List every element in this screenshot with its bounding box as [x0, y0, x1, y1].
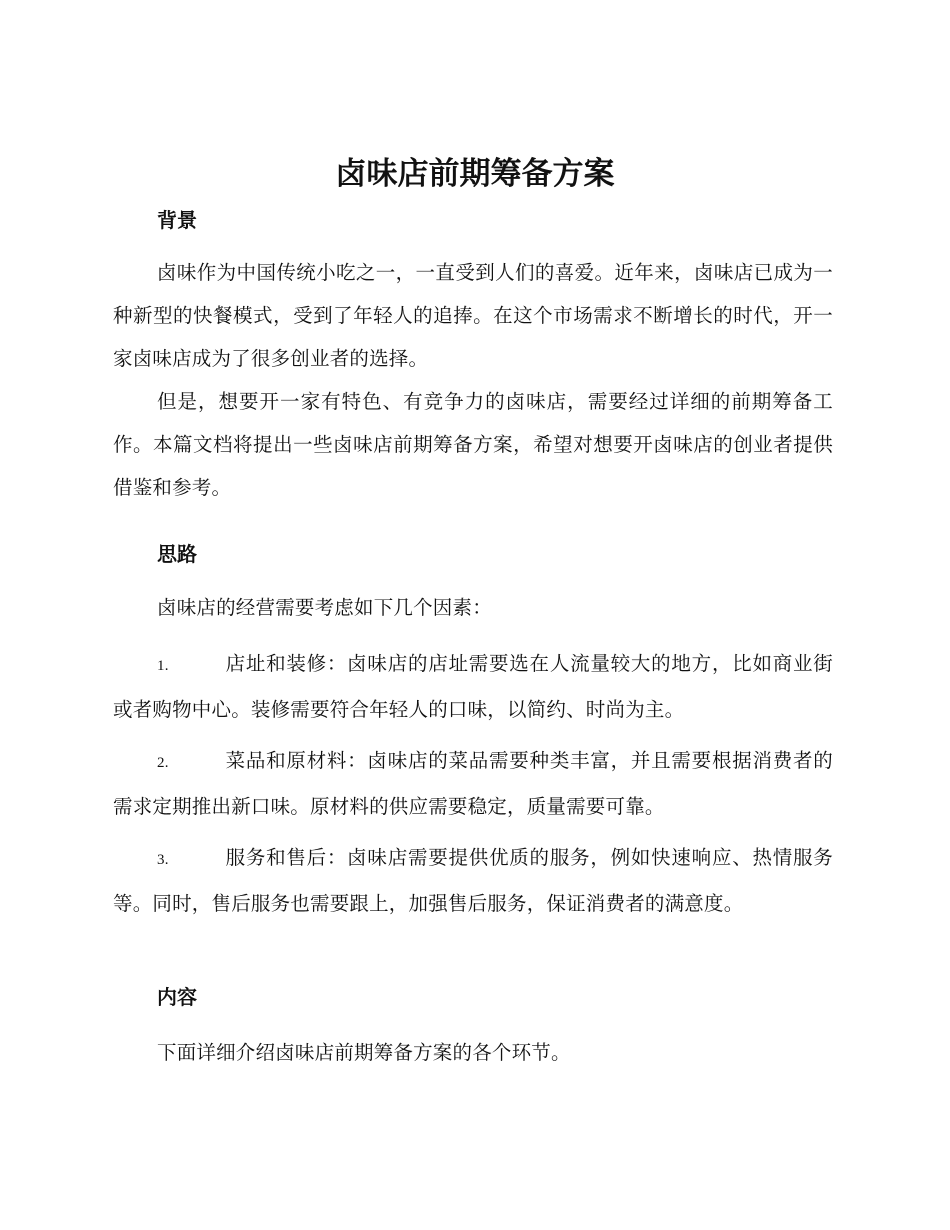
list-item-number: 3. — [157, 852, 169, 868]
list-item — [113, 642, 833, 731]
section-heading-approach: 思路 — [157, 542, 197, 566]
list-item — [113, 739, 833, 828]
background-paragraph-1: 卤味作为中国传统小吃之一，一直受到人们的喜爱。近年来，卤味店已成为一种新型的快餐模式，受到了年轻人的追捧。在这个市场需求不断增长的时代，开一家卤味店成为了很多创业者的选择。 — [113, 261, 833, 370]
list-item-text: 菜品和原材料：卤味店的菜品需要种类丰富，并且需要根据消费者的需求定期推出新口味。原材料的供应需要稳定，质量需要可靠。 — [113, 749, 833, 818]
list-item-text: 服务和售后：卤味店需要提供优质的服务，例如快速响应、热情服务等。同时，售后服务也需要跟上，加强售后服务，保证消费者的满意度。 — [113, 846, 833, 915]
approach-intro: 卤味店的经营需要考虑如下几个因素： — [157, 596, 492, 619]
section-heading-background: 背景 — [157, 208, 197, 232]
list-item — [113, 836, 833, 925]
background-paragraph-2: 但是，想要开一家有特色、有竞争力的卤味店，需要经过详细的前期筹备工作。本篇文档将提出一些卤味店前期筹备方案，希望对想要开卤味店的创业者提供借鉴和参考。 — [113, 390, 833, 499]
list-item-number: 2. — [157, 755, 169, 771]
content-intro: 下面详细介绍卤味店前期筹备方案的各个环节。 — [157, 1041, 571, 1064]
section-heading-content: 内容 — [157, 985, 197, 1009]
list-item-number: 1. — [157, 658, 169, 674]
list-item-text: 店址和装修：卤味店的店址需要选在人流量较大的地方，比如商业街或者购物中心。装修需要符合年轻人的口味，以简约、时尚为主。 — [113, 652, 833, 721]
document-title: 卤味店前期筹备方案 — [335, 156, 615, 192]
